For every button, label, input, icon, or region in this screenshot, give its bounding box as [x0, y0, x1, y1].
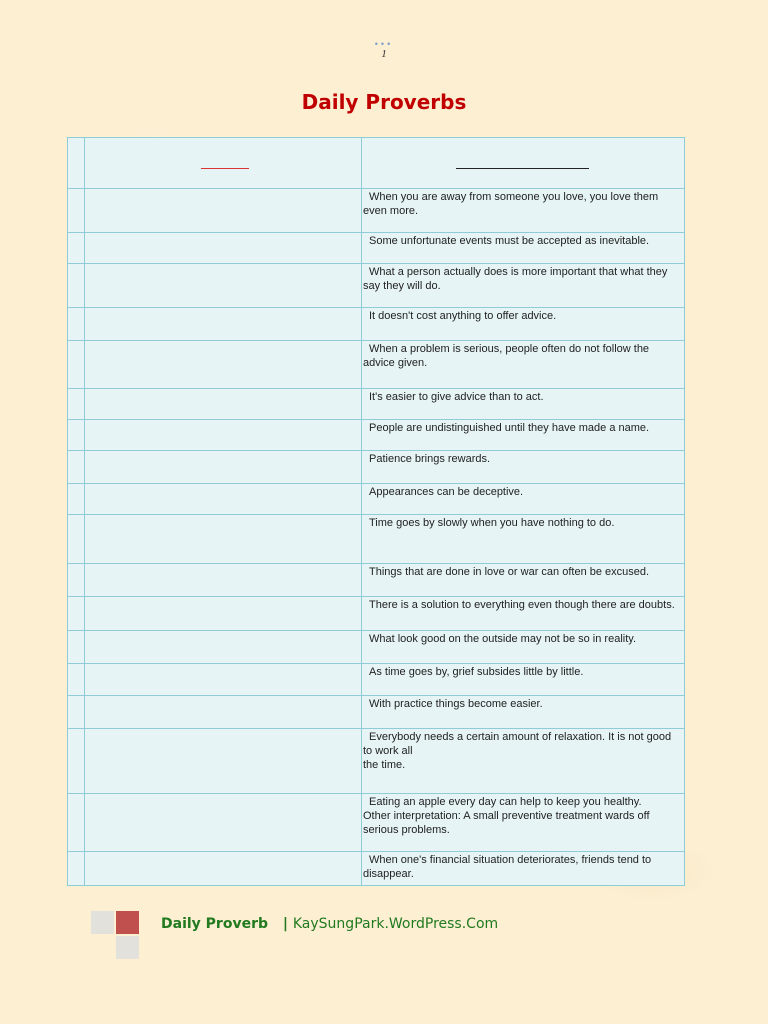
row-number-cell [68, 631, 85, 664]
meaning-text: With practice things become easier. [369, 698, 543, 710]
proverb-cell [85, 729, 362, 794]
footer-logo-squares [91, 911, 141, 961]
proverb-cell [85, 451, 362, 484]
proverb-header-underline [201, 168, 249, 169]
proverb-cell [85, 264, 362, 308]
meaning-cell [362, 597, 685, 631]
meaning-text: When a problem is serious, people often do not follow the advice given. [363, 343, 650, 369]
table-row [68, 729, 685, 794]
table-row [68, 696, 685, 729]
row-number-cell [68, 484, 85, 515]
proverb-cell [85, 631, 362, 664]
meaning-text: What look good on the outside may not be so in reality. [369, 633, 637, 645]
proverb-cell [85, 852, 362, 886]
proverb-cell [85, 664, 362, 696]
table-row [68, 389, 685, 420]
proverb-cell [85, 484, 362, 515]
meaning-text: People are undistinguished until they have made a name. [369, 422, 650, 434]
logo-square-gray [116, 936, 139, 959]
footer-label: Daily Proverb [161, 916, 268, 932]
proverb-cell [85, 389, 362, 420]
meaning-cell [362, 794, 685, 852]
page-title: Daily Proverbs [301, 90, 467, 114]
meaning-text: Things that are done in love or war can often be excused. [369, 566, 650, 578]
table-row [68, 308, 685, 341]
meaning-cell [362, 264, 685, 308]
proverb-cell [85, 696, 362, 729]
row-number-cell [68, 564, 85, 597]
page-marker [0, 40, 768, 60]
number-header-cell [68, 138, 85, 189]
table-row [68, 515, 685, 564]
meaning-cell [362, 389, 685, 420]
page-dots: ••• [374, 39, 394, 49]
table-row [68, 420, 685, 451]
meaning-cell [362, 664, 685, 696]
row-number-cell [68, 264, 85, 308]
table-row [68, 264, 685, 308]
proverb-cell [85, 233, 362, 264]
table-row [68, 664, 685, 696]
row-number-cell [68, 729, 85, 794]
meaning-cell [362, 420, 685, 451]
row-number-cell [68, 308, 85, 341]
table-row [68, 597, 685, 631]
meaning-cell [362, 515, 685, 564]
table-row [68, 564, 685, 597]
logo-square-red [116, 911, 139, 934]
meaning-header-underline [456, 168, 589, 169]
meaning-text: Some unfortunate events must be accepted as inevitable. [369, 235, 650, 247]
row-number-cell [68, 664, 85, 696]
meaning-text: Time goes by slowly when you have nothing to do. [369, 517, 615, 529]
meaning-text: As time goes by, grief subsides little by little. [369, 666, 584, 678]
table-header-row [68, 138, 685, 189]
row-number-cell [68, 420, 85, 451]
meaning-text: Eating an apple every day can help to keep you healthy. Other interpretation: A small preventive treatment wards off serious problems. [363, 796, 650, 836]
meaning-cell [362, 451, 685, 484]
proverb-cell [85, 564, 362, 597]
meaning-cell [362, 729, 685, 794]
proverb-cell [85, 794, 362, 852]
row-number-cell [68, 852, 85, 886]
meaning-text: What a person actually does is more important that what they say they will do. [363, 266, 668, 292]
row-number-cell [68, 451, 85, 484]
meaning-header-cell [362, 138, 685, 189]
row-number-cell [68, 341, 85, 389]
table-row [68, 341, 685, 389]
meaning-text: It doesn't cost anything to offer advice. [369, 310, 557, 322]
meaning-cell [362, 696, 685, 729]
proverb-header-cell [85, 138, 362, 189]
footer [161, 916, 498, 932]
meaning-cell [362, 189, 685, 233]
proverb-cell [85, 189, 362, 233]
row-number-cell [68, 794, 85, 852]
meaning-cell [362, 308, 685, 341]
proverb-cell [85, 597, 362, 631]
meaning-cell [362, 341, 685, 389]
meaning-cell [362, 484, 685, 515]
page-number: 1 [381, 48, 387, 60]
table-row [68, 484, 685, 515]
meaning-text: Everybody needs a certain amount of relaxation. It is not good to work all the time. [363, 731, 672, 771]
proverb-cell [85, 308, 362, 341]
row-number-cell [68, 696, 85, 729]
meaning-cell [362, 564, 685, 597]
meaning-text: Patience brings rewards. [369, 453, 491, 465]
meaning-text: When you are away from someone you love, you love them even more. [363, 191, 659, 217]
footer-separator: | [282, 916, 288, 932]
meaning-text: Appearances can be deceptive. [369, 486, 524, 498]
row-number-cell [68, 233, 85, 264]
meaning-text: There is a solution to everything even though there are doubts. [369, 599, 675, 611]
row-number-cell [68, 515, 85, 564]
proverb-cell [85, 420, 362, 451]
table-row [68, 631, 685, 664]
proverbs-table [67, 137, 685, 886]
meaning-text: It's easier to give advice than to act. [369, 391, 544, 403]
table-row [68, 233, 685, 264]
table-row [68, 189, 685, 233]
proverb-cell [85, 341, 362, 389]
row-number-cell [68, 189, 85, 233]
meaning-cell [362, 852, 685, 886]
row-number-cell [68, 389, 85, 420]
meaning-text: When one's financial situation deteriorates, friends tend to disappear. [363, 854, 652, 880]
footer-site-link[interactable]: KaySungPark.WordPress.Com [292, 916, 499, 932]
table-row [68, 794, 685, 852]
table-row [68, 852, 685, 886]
meaning-cell [362, 631, 685, 664]
row-number-cell [68, 597, 85, 631]
meaning-cell [362, 233, 685, 264]
table-row [68, 451, 685, 484]
logo-square-gray [91, 911, 114, 934]
proverb-cell [85, 515, 362, 564]
